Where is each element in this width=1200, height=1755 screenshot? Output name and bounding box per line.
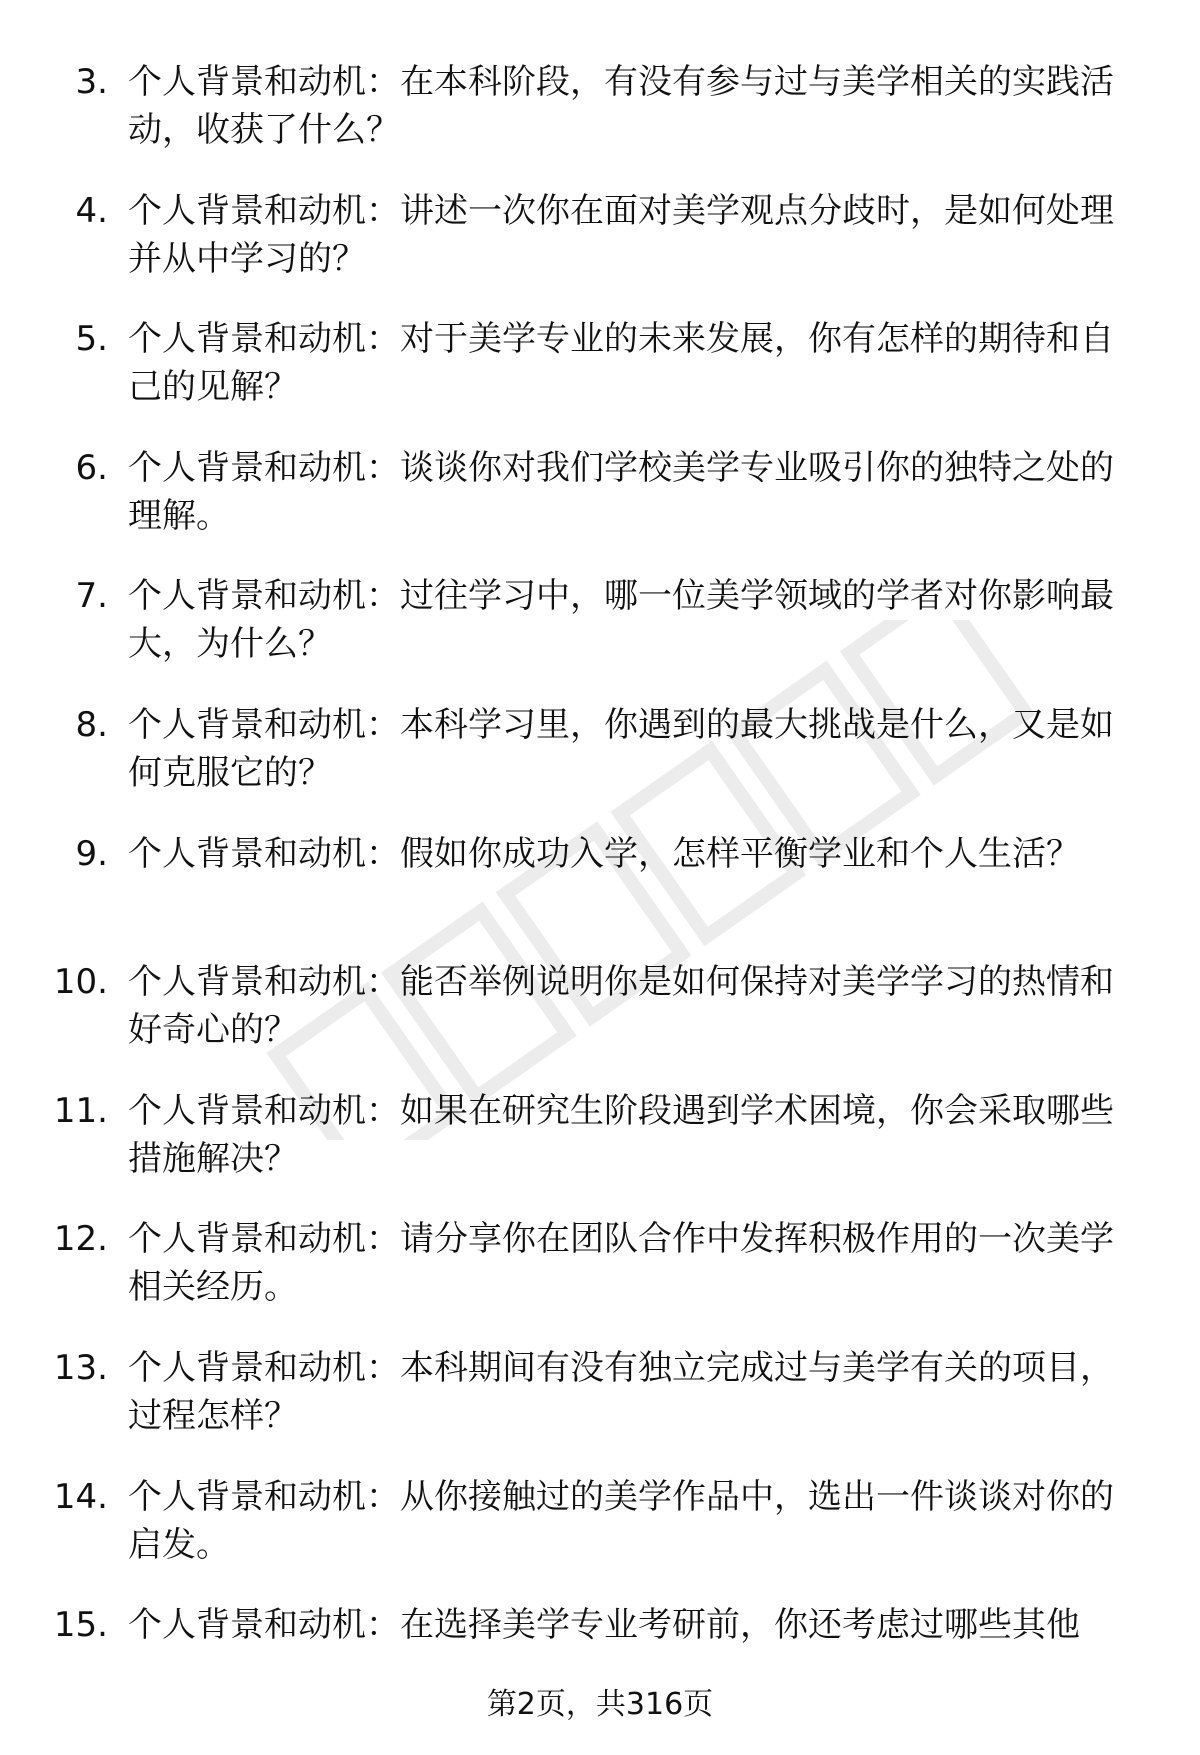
question-number: 3.: [75, 62, 108, 102]
question-text: 个人背景和动机：过往学习中，哪一位美学领域的学者对你影响最大，为什么？: [128, 576, 1114, 665]
question-text: 个人背景和动机：假如你成功入学，怎样平衡学业和个人生活？: [128, 833, 1080, 874]
list-item: [0, 315, 1200, 444]
question-number: 6.: [75, 447, 108, 488]
question-number: 8.: [75, 704, 108, 745]
question-number: 10.: [53, 962, 108, 1003]
question-number: 13.: [53, 1347, 108, 1388]
question-text: 个人背景和动机：在本科阶段，有没有参与过与美学相关的实践活动，收获了什么？: [128, 62, 1114, 150]
question-number: 12.: [53, 1219, 108, 1260]
question-number: 11.: [53, 1090, 108, 1131]
question-list: [0, 58, 1200, 1730]
question-text: 个人背景和动机：讲述一次你在面对美学观点分歧时，是如何处理并从中学习的？: [128, 190, 1114, 279]
list-item: [0, 572, 1200, 701]
list-item: [0, 830, 1200, 959]
question-number: 7.: [75, 576, 108, 617]
page-number: 第2页，共316页: [486, 1687, 714, 1722]
question-text: 个人背景和动机：在选择美学专业考研前，你还考虑过哪些其他: [128, 1605, 1080, 1646]
question-number: 14.: [53, 1476, 108, 1517]
question-number: 15.: [53, 1605, 108, 1646]
question-number: 9.: [75, 833, 108, 874]
list-item: [0, 1344, 1200, 1473]
question-text: 个人背景和动机：如果在研究生阶段遇到学术困境，你会采取哪些措施解决？: [128, 1090, 1114, 1179]
question-text: 个人背景和动机：本科期间有没有独立完成过与美学有关的项目，过程怎样？: [128, 1347, 1114, 1436]
question-text: 个人背景和动机：对于美学专业的未来发展，你有怎样的期待和自己的见解？: [128, 319, 1114, 408]
question-text: 个人背景和动机：能否举例说明你是如何保持对美学学习的热情和好奇心的？: [128, 962, 1114, 1051]
question-text: 个人背景和动机：谈谈你对我们学校美学专业吸引你的独特之处的理解。: [128, 447, 1114, 536]
question-number: 5.: [75, 319, 108, 360]
list-item: [0, 701, 1200, 830]
list-item: [0, 1215, 1200, 1344]
list-item: [0, 1473, 1200, 1602]
question-text: 个人背景和动机：本科学习里，你遇到的最大挑战是什么，又是如何克服它的？: [128, 704, 1114, 793]
list-item: [0, 958, 1200, 1087]
list-item: [0, 1087, 1200, 1216]
question-number: 4.: [75, 190, 108, 231]
list-item: [0, 187, 1200, 316]
list-item: [0, 444, 1200, 573]
question-text: 个人背景和动机：请分享你在团队合作中发挥积极作用的一次美学相关经历。: [128, 1219, 1114, 1308]
question-text: 个人背景和动机：从你接触过的美学作品中，选出一件谈谈对你的启发。: [128, 1476, 1114, 1565]
list-item: [0, 58, 1200, 187]
